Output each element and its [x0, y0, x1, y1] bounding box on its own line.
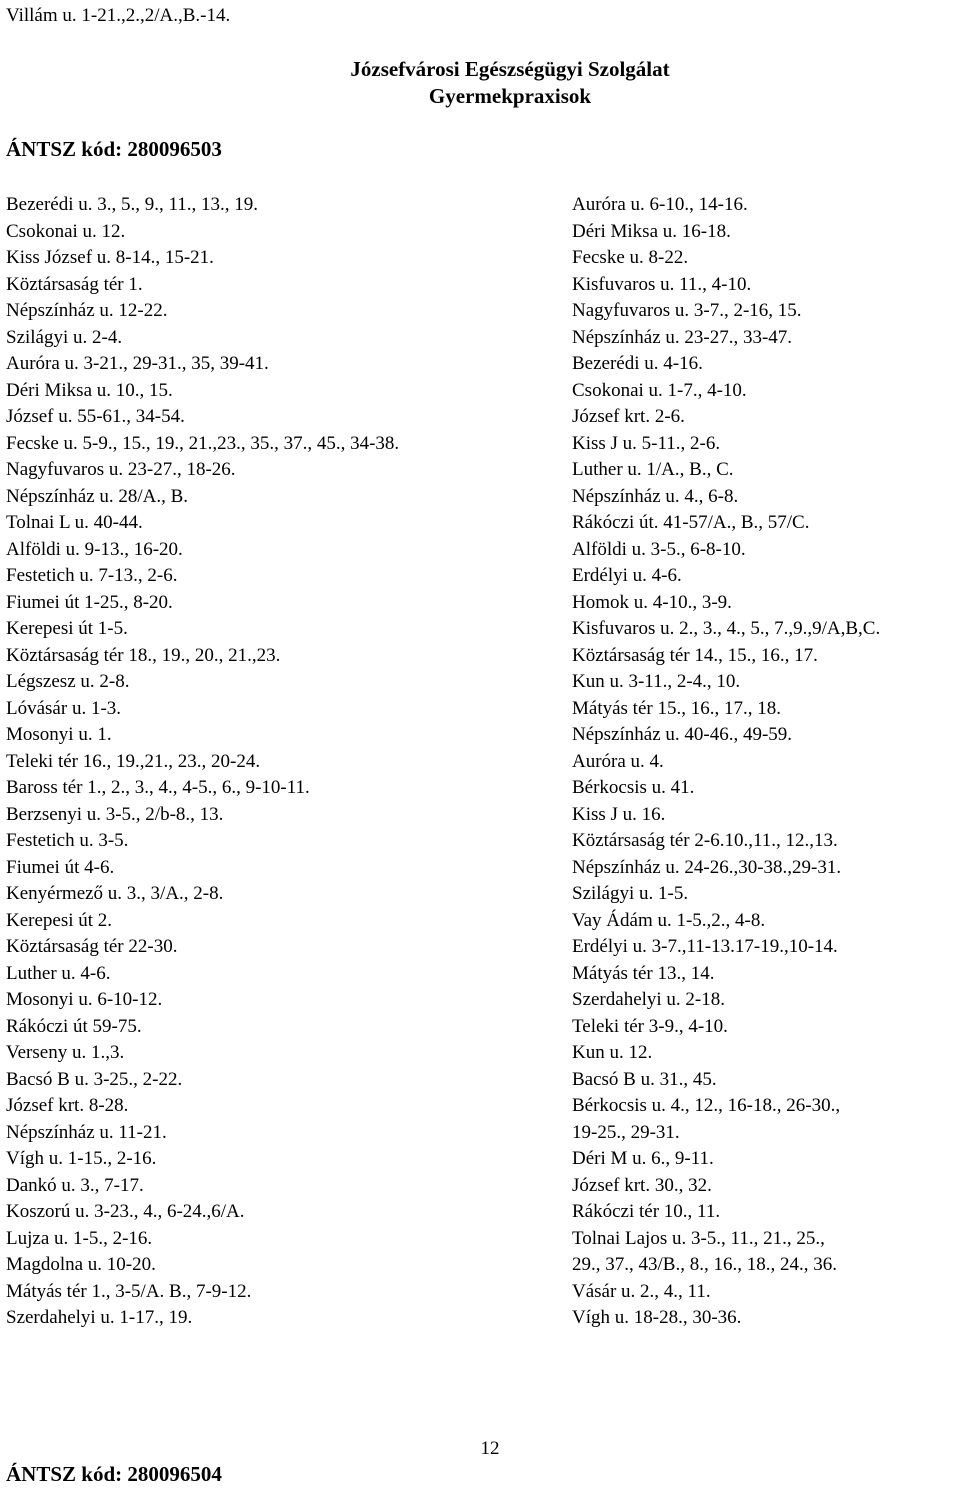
address-line: Népszínház u. 40-46., 49-59. [572, 724, 793, 745]
address-line: Teleki tér 16., 19.,21., 23., 20-24. [6, 750, 261, 772]
page-number: 12 [480, 1438, 500, 1459]
address-line: Rákóczi tér 10., 11. [572, 1201, 721, 1222]
address-line: 29., 37., 43/B., 8., 16., 18., 24., 36. [572, 1254, 837, 1275]
antsz-code-heading: ÁNTSZ kód: 280096503 [6, 137, 222, 161]
address-line: Erdélyi u. 3-7.,11-13.17-19.,10-14. [572, 936, 838, 957]
address-line: Bacsó B u. 31., 45. [572, 1068, 717, 1090]
address-line: Lujza u. 1-5., 2-16. [6, 1227, 153, 1249]
address-line: Népszínház u. 12-22. [6, 300, 168, 321]
address-line: Rákóczi út 59-75. [6, 1015, 142, 1037]
right-address-column [572, 192, 880, 1332]
address-line: Köztársaság tér 2-6.10.,11., 12.,13. [572, 830, 838, 851]
address-line: Bérkocsis u. 4., 12., 16-18., 26-30., [572, 1095, 841, 1116]
address-line: Köztársaság tér 14., 15., 16., 17. [572, 644, 818, 666]
address-line: Kerepesi út 2. [6, 909, 113, 931]
address-line: Légszesz u. 2-8. [6, 671, 130, 692]
address-line: József u. 55-61., 34-54. [6, 406, 185, 427]
address-line: Népszínház u. 24-26.,30-38.,29-31. [572, 856, 842, 878]
address-line: Köztársaság tér 18., 19., 20., 21.,23. [6, 644, 281, 666]
address-line: Bérkocsis u. 41. [572, 777, 695, 798]
address-line: Vay Ádám u. 1-5.,2., 4-8. [572, 909, 766, 931]
address-line: Erdélyi u. 4-6. [572, 565, 682, 586]
page-title: Józsefvárosi Egészségügyi Szolgálat [350, 57, 670, 81]
address-line: József krt. 8-28. [6, 1095, 129, 1116]
address-line: Köztársaság tér 1. [6, 273, 143, 295]
address-line: Auróra u. 4. [572, 750, 664, 772]
address-line: Mátyás tér 15., 16., 17., 18. [572, 697, 781, 719]
antsz-code-footer: ÁNTSZ kód: 280096504 [6, 1462, 222, 1486]
address-line: Népszínház u. 4., 6-8. [572, 485, 739, 507]
address-line: Teleki tér 3-9., 4-10. [572, 1015, 728, 1037]
address-line: Alföldi u. 3-5., 6-8-10. [572, 538, 746, 560]
address-line: Homok u. 4-10., 3-9. [572, 591, 732, 613]
address-line: Népszínház u. 23-27., 33-47. [572, 326, 793, 348]
address-line: Dankó u. 3., 7-17. [6, 1174, 144, 1196]
address-line: Verseny u. 1.,3. [6, 1042, 125, 1063]
address-line: Szerdahelyi u. 2-18. [572, 989, 726, 1010]
address-line: Kun u. 3-11., 2-4., 10. [572, 671, 741, 692]
address-line: Auróra u. 3-21., 29-31., 35, 39-41. [6, 353, 269, 374]
address-line: Fiumei út 1-25., 8-20. [6, 591, 173, 613]
address-line: Mosonyi u. 6-10-12. [6, 989, 163, 1010]
address-line: Auróra u. 6-10., 14-16. [572, 194, 748, 215]
address-line: Vígh u. 1-15., 2-16. [6, 1148, 157, 1169]
address-line: Köztársaság tér 22-30. [6, 936, 178, 957]
address-line: Alföldi u. 9-13., 16-20. [6, 538, 183, 560]
address-line: Mátyás tér 13., 14. [572, 962, 715, 984]
address-line: Csokonai u. 12. [6, 220, 126, 242]
address-line: Kun u. 12. [572, 1042, 653, 1063]
address-line: Kisfuvaros u. 2., 3., 4., 5., 7.,9.,9/A,B,C. [572, 618, 881, 639]
address-line: Tolnai L u. 40-44. [6, 512, 143, 533]
address-line: Vásár u. 2., 4., 11. [572, 1280, 711, 1302]
address-line: Koszorú u. 3-23., 4., 6-24.,6/A. [6, 1201, 245, 1222]
address-line: József krt. 2-6. [572, 406, 685, 427]
address-line: Fiumei út 4-6. [6, 856, 115, 878]
top-address-line: Villám u. 1-21.,2.,2/A.,B.-14. [6, 5, 231, 26]
address-line: Festetich u. 3-5. [6, 830, 129, 851]
address-line: Kenyérmező u. 3., 3/A., 2-8. [6, 883, 224, 904]
address-line: Bezerédi u. 3., 5., 9., 11., 13., 19. [6, 194, 259, 215]
address-line: Kiss J u. 5-11., 2-6. [572, 432, 721, 454]
address-line: Mosonyi u. 1. [6, 724, 112, 745]
address-line: Bacsó B u. 3-25., 2-22. [6, 1068, 183, 1090]
address-line: Déri M u. 6., 9-11. [572, 1148, 714, 1169]
address-line: Déri Miksa u. 16-18. [572, 220, 731, 242]
address-line: Fecske u. 5-9., 15., 19., 21.,23., 35., 37., 45., 34-38. [6, 432, 400, 454]
address-line: Rákóczi út. 41-57/A., B., 57/C. [572, 512, 810, 533]
address-line: Déri Miksa u. 10., 15. [6, 379, 173, 401]
address-line: Vígh u. 18-28., 30-36. [572, 1307, 742, 1328]
address-line: Magdolna u. 10-20. [6, 1254, 156, 1275]
address-line: Kiss J u. 16. [572, 803, 666, 825]
address-line: Festetich u. 7-13., 2-6. [6, 565, 178, 586]
address-line: Kiss József u. 8-14., 15-21. [6, 247, 214, 268]
address-line: Nagyfuvaros u. 3-7., 2-16, 15. [572, 300, 802, 321]
address-line: Baross tér 1., 2., 3., 4., 4-5., 6., 9-10-11. [6, 777, 310, 798]
address-line: József krt. 30., 32. [572, 1174, 712, 1196]
address-line: Mátyás tér 1., 3-5/A. B., 7-9-12. [6, 1280, 252, 1302]
address-line: Berzsenyi u. 3-5., 2/b-8., 13. [6, 803, 224, 825]
address-line: Nagyfuvaros u. 23-27., 18-26. [6, 459, 236, 480]
address-line: Kisfuvaros u. 11., 4-10. [572, 273, 752, 295]
address-line: Kerepesi út 1-5. [6, 618, 128, 639]
address-line: Luther u. 4-6. [6, 962, 111, 984]
address-line: Fecske u. 8-22. [572, 247, 689, 268]
address-line: Népszínház u. 11-21. [6, 1121, 167, 1143]
address-line: Luther u. 1/A., B., C. [572, 459, 734, 480]
address-line: Bezerédi u. 4-16. [572, 353, 703, 374]
address-line: Szerdahelyi u. 1-17., 19. [6, 1307, 193, 1328]
address-line: Lóvásár u. 1-3. [6, 697, 122, 719]
address-line: 19-25., 29-31. [572, 1121, 680, 1143]
address-line: Szilágyi u. 1-5. [572, 883, 689, 904]
address-line: Tolnai Lajos u. 3-5., 11., 21., 25., [572, 1227, 825, 1249]
address-line: Szilágyi u. 2-4. [6, 326, 123, 348]
address-line: Csokonai u. 1-7., 4-10. [572, 379, 747, 401]
page-subtitle: Gyermekpraxisok [428, 84, 592, 108]
left-address-column [6, 192, 399, 1332]
address-line: Népszínház u. 28/A., B. [6, 485, 189, 507]
